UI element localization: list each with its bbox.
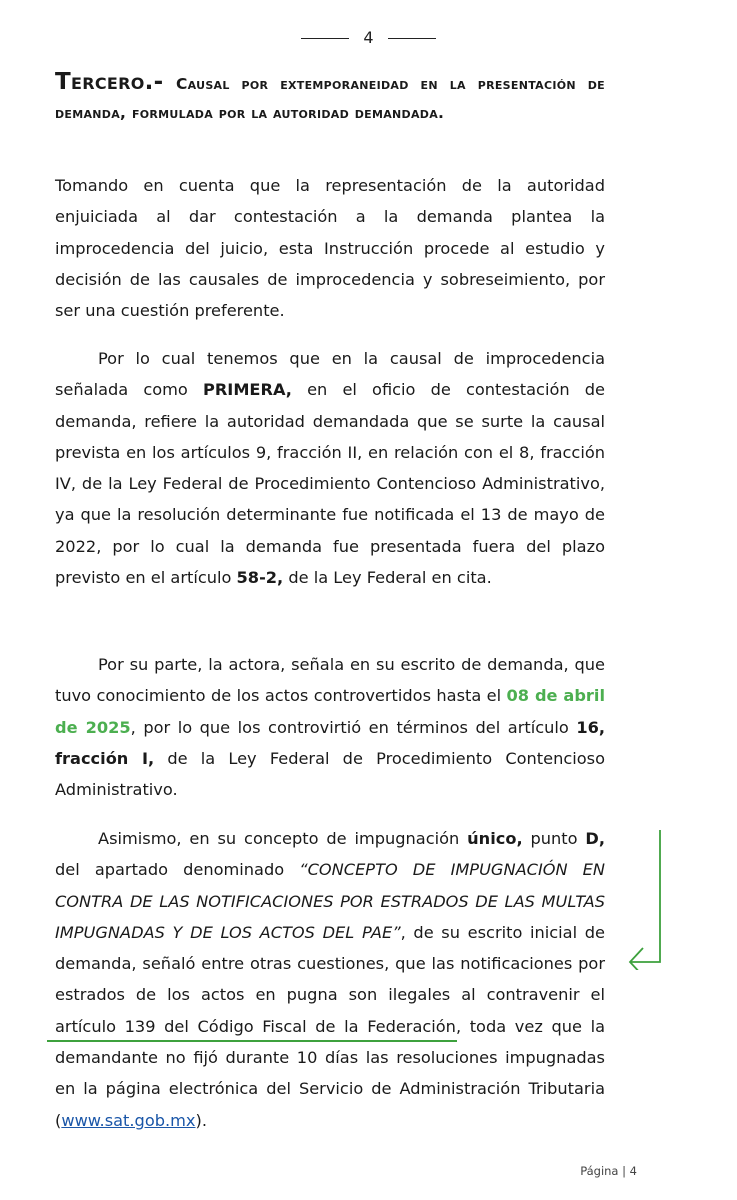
p4-bold-point: D, bbox=[585, 829, 606, 848]
p3-text-d: de la Ley Federal de Procedimiento Contencioso Administrativo. bbox=[55, 748, 605, 800]
right-rule bbox=[388, 38, 436, 39]
p3-date-highlight: 08 de abril de 2025 bbox=[55, 686, 605, 737]
p2-bold-article: 58-2, bbox=[236, 568, 284, 588]
arrow-down-left-icon bbox=[625, 828, 671, 970]
sat-website-link[interactable]: www.sat.gob.mx bbox=[61, 1110, 196, 1130]
page-footer bbox=[580, 1164, 637, 1178]
paragraph-4 bbox=[55, 823, 605, 1136]
paragraph-1: Tomando en cuenta que la representación de la autoridad enjuiciada al dar contestación a la demanda plantea la improcedencia del juicio, esta Instrucción procede al estudio y decisión de las causales de improcedencia y sobreseimiento, por ser una cuestión preferente. bbox=[55, 176, 605, 321]
annotation-underline bbox=[47, 1040, 457, 1042]
p2-text-e: de la Ley Federal en cita. bbox=[283, 568, 492, 588]
heading-title: Causal por extemporaneidad en la presentación de demanda, formulada por la autoridad demandada. bbox=[55, 75, 606, 122]
paragraph-2 bbox=[55, 343, 605, 593]
p2-bold-primera: PRIMERA, bbox=[202, 380, 292, 400]
p3-text-b: , por lo que los controvirtió en términos del artículo bbox=[130, 717, 577, 737]
footer-label: Página bbox=[580, 1164, 619, 1178]
p4-text-c: punto bbox=[522, 829, 586, 848]
heading-ordinal: Tercero.- bbox=[55, 69, 164, 95]
p4-text-g: , de su escrito inicial de demanda, señaló entre otras cuestiones, que las notificaciones por estrados de los actos en pugna son ilegales al contravenir el artículo 139 del Código Fiscal de la Federación, toda vez que la demandante no fijó durante 10 días las resoluciones impugnadas en la página electrónica del Servicio de Administración Tributaria ( bbox=[55, 922, 605, 1130]
p4-text-a: Asimismo, en su concepto de impugnación bbox=[98, 829, 468, 848]
p3-bold-article: 16, fracción I, bbox=[55, 717, 605, 768]
footer-page-number: 4 bbox=[629, 1164, 637, 1178]
paragraph-3 bbox=[55, 649, 605, 805]
p2-text-a: Por lo cual tenemos que en la causal de improcedencia señalada como bbox=[55, 349, 605, 400]
p4-text-h: ). bbox=[195, 1110, 207, 1130]
p4-bold-unico: único, bbox=[467, 829, 523, 848]
p2-text-c: en el oficio de contestación de demanda, refiere la autoridad demandada que se surte la causal prevista en los artículos 9, fracción II, en relación con el 8, fracción IV, de la Ley Federal de Procedimiento Contencioso Administrativo, ya que la resolución determinante fue notificada el 13 de mayo de 2022, por lo cual la demanda fue presentada fuera del plazo previsto en el artículo bbox=[55, 380, 605, 588]
page-number-top bbox=[0, 28, 737, 47]
left-rule bbox=[301, 38, 349, 39]
p4-text-e: del apartado denominado bbox=[55, 860, 300, 880]
section-heading bbox=[55, 68, 605, 128]
p3-text-a: Por su parte, la actora, señala en su escrito de demanda, que tuvo conocimiento de los actos controvertidos hasta el bbox=[55, 655, 605, 706]
footer-separator: | bbox=[622, 1164, 627, 1178]
page-number: 4 bbox=[363, 28, 374, 47]
p4-italic-title: “CONCEPTO DE IMPUGNACIÓN EN CONTRA DE LAS NOTIFICACIONES POR ESTRADOS DE LAS MULTAS IMPUGNADAS Y DE LOS ACTOS DEL PAE” bbox=[55, 860, 605, 942]
